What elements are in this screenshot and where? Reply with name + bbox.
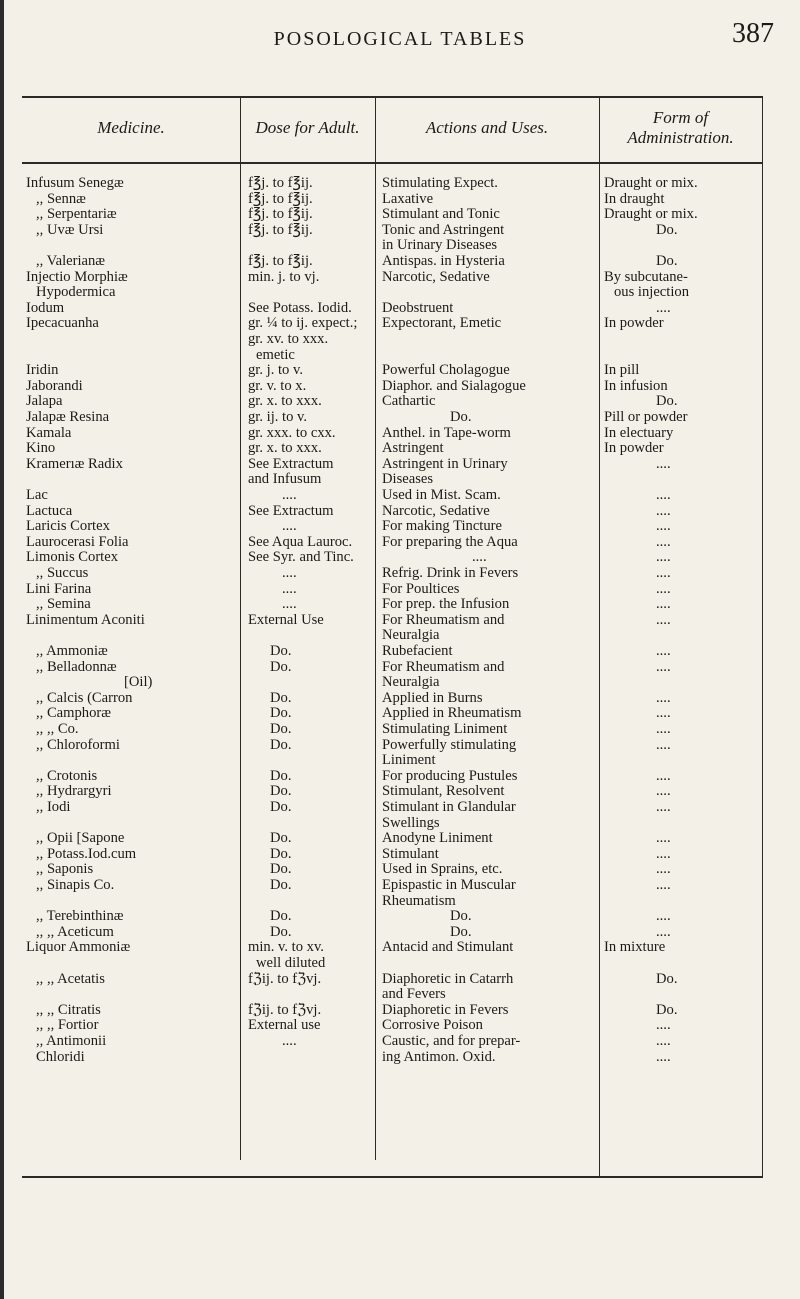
actions-cell: in Urinary Diseases: [382, 237, 498, 254]
dose-cell: Do.: [270, 845, 292, 862]
dose-cell: gr. xxx. to cxx.: [248, 424, 336, 441]
medicine-cell: ,, Potass.Iod.cum: [36, 845, 137, 862]
dose-cell: External Use: [248, 611, 324, 628]
actions-cell: Expectorant, Emetic: [382, 315, 502, 332]
actions-cell: Do.: [450, 923, 472, 940]
column-rule-3: [599, 96, 600, 1176]
dose-cell: See Syr. and Tinc.: [248, 549, 354, 566]
form-cell: ....: [656, 783, 671, 800]
form-cell: ....: [656, 533, 671, 550]
medicine-cell: ,, Antimonii: [36, 1033, 107, 1049]
medicine-cell: Injectio Morphiæ: [26, 268, 128, 285]
column-rule-1: [240, 96, 241, 1160]
actions-cell: ....: [472, 549, 487, 566]
form-cell: Do.: [656, 970, 678, 987]
form-cell: ....: [656, 455, 671, 472]
form-cell: ....: [656, 658, 671, 675]
medicine-cell: ,, Calcis (Carron: [36, 689, 133, 706]
medicine-cell: Iridin: [26, 362, 59, 379]
medicine-cell: ,, ,, Aceticum: [36, 923, 114, 940]
actions-cell: Liniment: [382, 752, 436, 769]
actions-cell: and Fevers: [382, 986, 446, 1003]
form-cell: ....: [656, 923, 671, 940]
form-cell: ....: [656, 705, 671, 722]
column-header-form: [599, 108, 762, 148]
dose-cell: Do.: [270, 908, 292, 925]
posological-table: [22, 96, 763, 1176]
form-cell: ....: [656, 299, 671, 316]
medicine-cell: Limonis Cortex: [26, 549, 119, 566]
form-cell: In draught: [604, 190, 665, 207]
dose-cell: f℥j. to f℥ij.: [248, 206, 313, 223]
medicine-cell: ,, Saponis: [36, 861, 94, 878]
form-cell: In electuary: [604, 424, 674, 441]
medicine-cell: Kino: [26, 440, 56, 457]
actions-cell: Tonic and Astringent: [382, 221, 505, 238]
actions-cell: Neuralgia: [382, 674, 440, 691]
actions-cell: For preparing the Aqua: [382, 533, 518, 550]
dose-cell: gr. ¼ to ij. expect.;: [248, 315, 358, 332]
dose-cell: See Aqua Lauroc.: [248, 533, 353, 550]
actions-cell: Used in Mist. Scam.: [382, 487, 501, 503]
form-cell: In powder: [604, 440, 664, 457]
dose-cell: Do.: [270, 658, 292, 675]
form-cell: In pill: [604, 362, 640, 379]
actions-cell: For Rheumatism and: [382, 658, 505, 675]
column-header-form-line1: Form of: [652, 108, 709, 127]
medicine-cell: ,, ,, Citratis: [36, 1001, 101, 1018]
actions-cell: Caustic, and for prepar-: [382, 1033, 521, 1049]
dose-cell: Do.: [270, 705, 292, 722]
form-cell: In infusion: [604, 377, 668, 394]
form-cell: In mixture: [604, 939, 666, 956]
actions-cell: Powerful Cholagogue: [382, 362, 510, 379]
page-header: [0, 6, 800, 66]
actions-cell: Swellings: [382, 814, 440, 831]
medicine-cell: ,, Semina: [36, 596, 91, 613]
actions-cell: Rheumatism: [382, 892, 456, 909]
dose-cell: gr. x. to xxx.: [248, 440, 322, 457]
medicine-cell: Jalapa: [26, 393, 63, 410]
page-edge-shadow: [0, 0, 4, 1299]
column-rule-4: [762, 96, 763, 1176]
actions-cell: For producing Pustules: [382, 767, 518, 784]
medicine-cell: Kramerıæ Radix: [26, 455, 123, 472]
medicine-cell: Lac: [26, 487, 48, 503]
medicine-cell: Chloridi: [36, 1048, 85, 1065]
medicine-cell: ,, Sinapis Co.: [36, 877, 115, 893]
dose-cell: f℥j. to f℥ij.: [248, 253, 313, 269]
form-cell: ....: [656, 845, 671, 862]
actions-cell: Stimulating Liniment: [382, 721, 508, 737]
medicine-cell: Laricis Cortex: [26, 518, 110, 535]
medicine-cell: ,, Opii [Sapone: [36, 830, 125, 847]
medicine-cell: ,, Chloroformi: [36, 736, 120, 753]
medicine-cell: Liquor Ammoniæ: [26, 939, 131, 956]
dose-cell: Do.: [270, 783, 292, 800]
actions-cell: Rubefacient: [382, 643, 453, 659]
actions-cell: Stimulating Expect.: [382, 175, 498, 191]
running-title: POSOLOGICAL TABLES: [273, 28, 527, 50]
medicine-cell: ,, Terebinthinæ: [36, 908, 124, 925]
form-cell: ....: [656, 689, 671, 706]
column-rule-2: [375, 96, 376, 1160]
dose-cell: emetic: [256, 346, 295, 363]
actions-cell: For prep. the Infusion: [382, 596, 510, 613]
actions-cell: Diaphor. and Sialagogue: [382, 377, 526, 394]
dose-cell: gr. j. to v.: [248, 362, 303, 379]
dose-cell: Do.: [270, 767, 292, 784]
dose-cell: Do.: [270, 861, 292, 878]
medicine-cell: ,, ,, Fortior: [36, 1017, 99, 1034]
form-cell: ....: [656, 565, 671, 581]
medicine-cell: ,, Serpentariæ: [36, 206, 117, 223]
form-cell: ....: [656, 736, 671, 753]
dose-cell: See Potass. Iodid.: [248, 299, 352, 316]
medicine-cell: ,, Iodi: [36, 799, 71, 815]
dose-cell: ....: [282, 487, 297, 503]
form-cell: ....: [656, 1017, 671, 1034]
dose-cell: External use: [248, 1017, 321, 1034]
medicine-cell: Jaborandi: [26, 377, 83, 394]
dose-cell: ....: [282, 518, 297, 535]
actions-cell: Diseases: [382, 471, 434, 488]
actions-cell: Do.: [450, 409, 472, 425]
medicine-cell: ,, Valerianæ: [36, 253, 106, 269]
actions-cell: Deobstruent: [382, 299, 454, 316]
dose-cell: Do.: [270, 799, 292, 815]
actions-cell: Antacid and Stimulant: [382, 939, 514, 956]
dose-cell: gr. xv. to xxx.: [248, 331, 329, 347]
medicine-cell: Ipecacuanha: [26, 315, 99, 332]
medicine-cell: Laurocerasi Folia: [26, 533, 129, 550]
form-cell: By subcutane-: [604, 268, 688, 285]
dose-cell: and Infusum: [248, 471, 322, 488]
actions-cell: Diaphoretic in Catarrh: [382, 970, 514, 987]
form-cell: ....: [656, 580, 671, 597]
actions-cell: Cathartic: [382, 393, 436, 410]
form-cell: ....: [656, 518, 671, 535]
form-cell: ....: [656, 721, 671, 737]
form-cell: ....: [656, 767, 671, 784]
actions-cell: Corrosive Poison: [382, 1017, 483, 1034]
actions-cell: Stimulant: [382, 845, 439, 862]
actions-cell: Do.: [450, 908, 472, 925]
dose-cell: min. j. to vj.: [248, 268, 320, 285]
dose-cell: fℨij. to fℨvj.: [248, 970, 322, 987]
dose-cell: Do.: [270, 721, 292, 737]
medicine-cell: Jalapæ Resina: [26, 409, 110, 425]
medicine-cell: [Oil): [124, 674, 153, 691]
medicine-cell: ,, ,, Acetatis: [36, 970, 105, 987]
form-cell: Do.: [656, 1001, 678, 1018]
dose-cell: See Extractum: [248, 502, 334, 519]
medicine-cell: ,, Belladonnæ: [36, 658, 117, 675]
dose-cell: ....: [282, 580, 297, 597]
medicine-cell: ,, Ammoniæ: [36, 643, 108, 659]
actions-cell: ing Antimon. Oxid.: [382, 1048, 496, 1065]
form-cell: ....: [656, 1048, 671, 1065]
table-top-rule: [22, 96, 763, 98]
dose-cell: gr. v. to x.: [248, 377, 307, 394]
actions-cell: For making Tincture: [382, 518, 502, 535]
actions-cell: Neuralgia: [382, 627, 440, 644]
dose-cell: ....: [282, 596, 297, 613]
form-cell: ....: [656, 502, 671, 519]
actions-cell: Narcotic, Sedative: [382, 502, 490, 519]
form-cell: ....: [656, 596, 671, 613]
form-cell: ....: [656, 549, 671, 566]
dose-cell: Do.: [270, 923, 292, 940]
medicine-cell: Kamala: [26, 424, 72, 441]
dose-cell: Do.: [270, 643, 292, 659]
column-header-form-line2: Administration.: [627, 128, 734, 147]
column-header-actions: Actions and Uses.: [425, 118, 549, 137]
form-cell: ....: [656, 799, 671, 815]
form-cell: Do.: [656, 393, 678, 410]
form-cell: ....: [656, 861, 671, 878]
medicine-cell: Iodum: [26, 299, 65, 316]
form-cell: ....: [656, 830, 671, 847]
medicine-cell: ,, Succus: [36, 565, 89, 581]
actions-cell: Stimulant, Resolvent: [382, 783, 505, 800]
dose-cell: Do.: [270, 689, 292, 706]
dose-cell: f℥j. to f℥ij.: [248, 175, 313, 191]
form-cell: ....: [656, 487, 671, 503]
form-cell: ....: [656, 908, 671, 925]
actions-cell: For Rheumatism and: [382, 611, 505, 628]
actions-cell: Stimulant in Glandular: [382, 799, 516, 815]
form-cell: ous injection: [614, 284, 689, 301]
form-cell: ....: [656, 877, 671, 893]
actions-cell: Narcotic, Sedative: [382, 268, 490, 285]
actions-cell: Stimulant and Tonic: [382, 206, 500, 223]
form-cell: Draught or mix.: [604, 175, 698, 191]
column-header-dose: Dose for Adult.: [255, 118, 360, 137]
form-cell: In powder: [604, 315, 664, 332]
dose-cell: Do.: [270, 830, 292, 847]
actions-cell: Applied in Burns: [382, 689, 483, 706]
dose-cell: ....: [282, 565, 297, 581]
medicine-cell: ,, Sennæ: [36, 190, 86, 207]
actions-cell: Applied in Rheumatism: [382, 705, 522, 722]
dose-cell: See Extractum: [248, 455, 334, 472]
medicine-cell: ,, ,, Co.: [36, 721, 79, 737]
medicine-cell: Infusum Senegæ: [26, 175, 124, 191]
form-cell: Pill or powder: [604, 409, 688, 425]
form-cell: Do.: [656, 253, 678, 269]
dose-cell: min. v. to xv.: [248, 939, 324, 956]
column-header-medicine: Medicine.: [97, 118, 165, 137]
page-number: 387: [732, 18, 774, 49]
dose-cell: well diluted: [256, 955, 326, 971]
actions-cell: Anodyne Liniment: [382, 830, 493, 847]
dose-cell: f℥j. to f℥ij.: [248, 221, 313, 238]
medicine-cell: ,, Camphoræ: [36, 705, 111, 722]
actions-cell: Diaphoretic in Fevers: [382, 1001, 509, 1018]
actions-cell: For Poultices: [382, 580, 460, 597]
medicine-cell: ,, Crotonis: [36, 767, 98, 784]
dose-cell: gr. ij. to v.: [248, 409, 308, 425]
medicine-cell: Lactuca: [26, 502, 73, 519]
actions-cell: Used in Sprains, etc.: [382, 861, 503, 878]
actions-cell: Antispas. in Hysteria: [382, 253, 505, 269]
actions-cell: Powerfully stimulating: [382, 736, 517, 753]
actions-cell: Astringent: [382, 440, 444, 457]
medicine-cell: Hypodermica: [36, 284, 116, 301]
dose-cell: f℥j. to f℥ij.: [248, 190, 313, 207]
dose-cell: Do.: [270, 736, 292, 753]
form-cell: Do.: [656, 221, 678, 238]
medicine-cell: Lini Farina: [26, 580, 92, 597]
dose-cell: Do.: [270, 877, 292, 893]
form-cell: Draught or mix.: [604, 206, 698, 223]
actions-cell: Astringent in Urinary: [382, 455, 508, 472]
dose-cell: ....: [282, 1033, 297, 1049]
medicine-cell: ,, Uvæ Ursi: [36, 221, 104, 238]
table-bottom-rule: [22, 1176, 763, 1178]
dose-cell: fℨij. to fℨvj.: [248, 1001, 322, 1018]
form-cell: ....: [656, 643, 671, 659]
actions-cell: Anthel. in Tape-worm: [382, 424, 511, 441]
actions-cell: Epispastic in Muscular: [382, 877, 516, 893]
form-cell: ....: [656, 1033, 671, 1049]
dose-cell: gr. x. to xxx.: [248, 393, 322, 410]
actions-cell: Laxative: [382, 190, 434, 207]
header-bottom-rule: [22, 162, 763, 164]
form-cell: ....: [656, 611, 671, 628]
medicine-cell: ,, Hydrargyri: [36, 783, 112, 800]
medicine-cell: Linimentum Aconiti: [26, 611, 145, 628]
actions-cell: Refrig. Drink in Fevers: [382, 565, 519, 581]
